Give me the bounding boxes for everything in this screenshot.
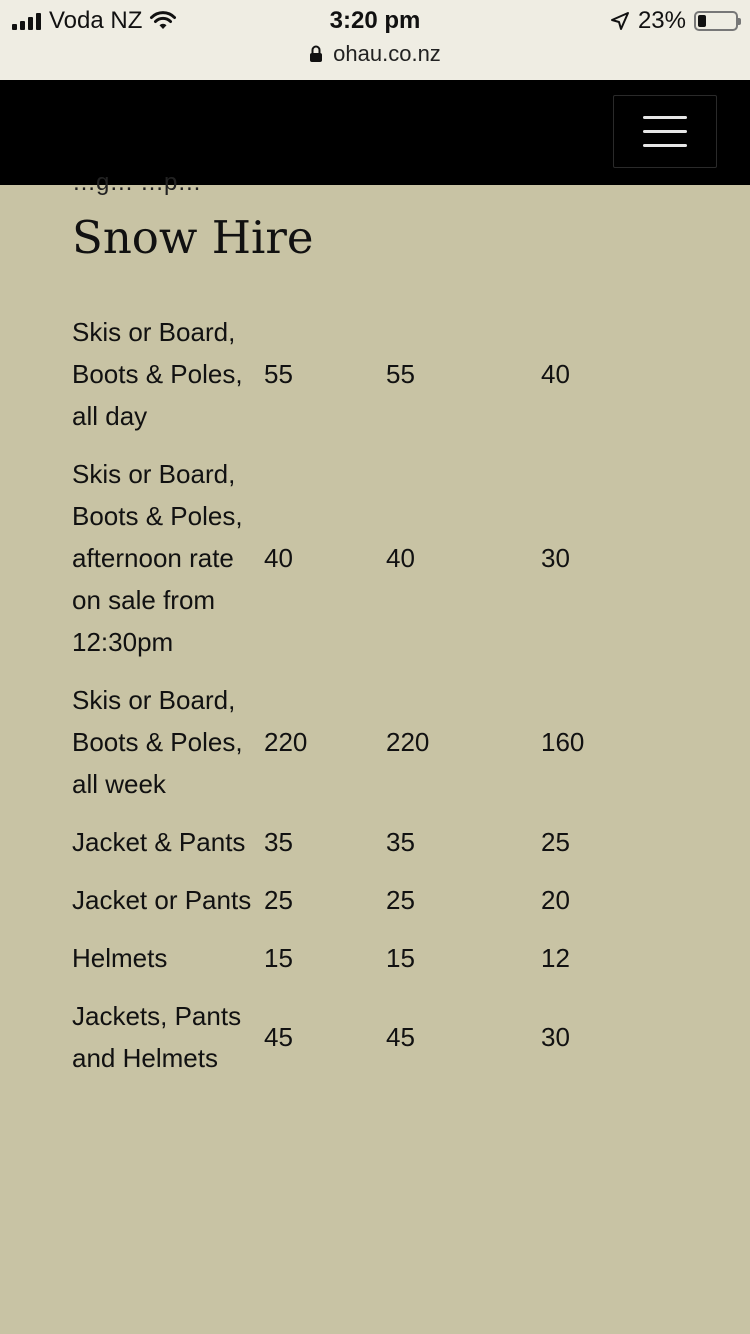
battery-level-fill — [698, 15, 706, 27]
item-cell: Jacket or Pants — [72, 885, 252, 915]
item-cell: Jackets, Pants and Helmets — [72, 1001, 242, 1073]
hamburger-menu-icon — [643, 130, 687, 133]
battery-icon — [694, 11, 738, 31]
table-row — [72, 879, 641, 937]
main-content — [0, 169, 750, 1334]
lock-icon — [309, 45, 323, 63]
ios-status-bar — [0, 0, 750, 80]
carrier-name: Voda NZ — [49, 7, 143, 34]
clock: 3:20 pm — [329, 7, 421, 34]
snow-hire-price-table — [72, 311, 641, 1095]
table-row — [72, 453, 641, 679]
price-cell: 55 — [386, 359, 415, 389]
price-cell: 30 — [541, 543, 570, 573]
clipped-text: …g… …p… — [72, 169, 202, 196]
table-row — [72, 311, 641, 453]
table-row — [72, 679, 641, 821]
item-cell: Skis or Board, Boots & Poles, all week — [72, 685, 243, 799]
price-cell: 45 — [264, 1022, 293, 1052]
right-status-group — [610, 6, 738, 36]
location-arrow-icon — [610, 11, 630, 31]
price-cell: 25 — [541, 827, 570, 857]
hamburger-menu-button[interactable] — [613, 95, 717, 168]
item-cell: Helmets — [72, 943, 168, 973]
hamburger-menu-icon — [643, 144, 687, 147]
item-cell: Skis or Board, Boots & Poles, all day — [72, 317, 243, 431]
table-row — [72, 995, 641, 1095]
page-title: Snow Hire — [72, 211, 314, 264]
price-cell: 20 — [541, 885, 570, 915]
price-cell: 35 — [264, 827, 293, 857]
price-cell: 40 — [264, 543, 293, 573]
price-cell: 15 — [264, 943, 293, 973]
price-cell: 220 — [264, 727, 308, 757]
price-cell: 30 — [541, 1022, 570, 1052]
battery-percent: 23% — [637, 7, 686, 34]
url-text: ohau.co.nz — [333, 41, 441, 66]
price-cell: 55 — [264, 359, 293, 389]
price-cell: 45 — [386, 1022, 415, 1052]
price-cell: 25 — [386, 885, 415, 915]
table-row — [72, 937, 641, 995]
address-bar[interactable] — [0, 40, 750, 68]
price-cell: 35 — [386, 827, 415, 857]
price-cell: 40 — [386, 543, 415, 573]
price-cell: 12 — [541, 943, 570, 973]
price-cell: 15 — [386, 943, 415, 973]
item-cell: Jacket & Pants — [72, 827, 246, 857]
price-cell: 40 — [541, 359, 570, 389]
price-cell: 160 — [541, 727, 585, 757]
price-cell: 220 — [386, 727, 430, 757]
item-cell: Skis or Board, Boots & Poles, afternoon rate on sale from 12:30pm — [72, 459, 243, 657]
status-row — [0, 6, 750, 36]
price-cell: 25 — [264, 885, 293, 915]
hamburger-menu-icon — [643, 116, 687, 119]
table-row — [72, 821, 641, 879]
